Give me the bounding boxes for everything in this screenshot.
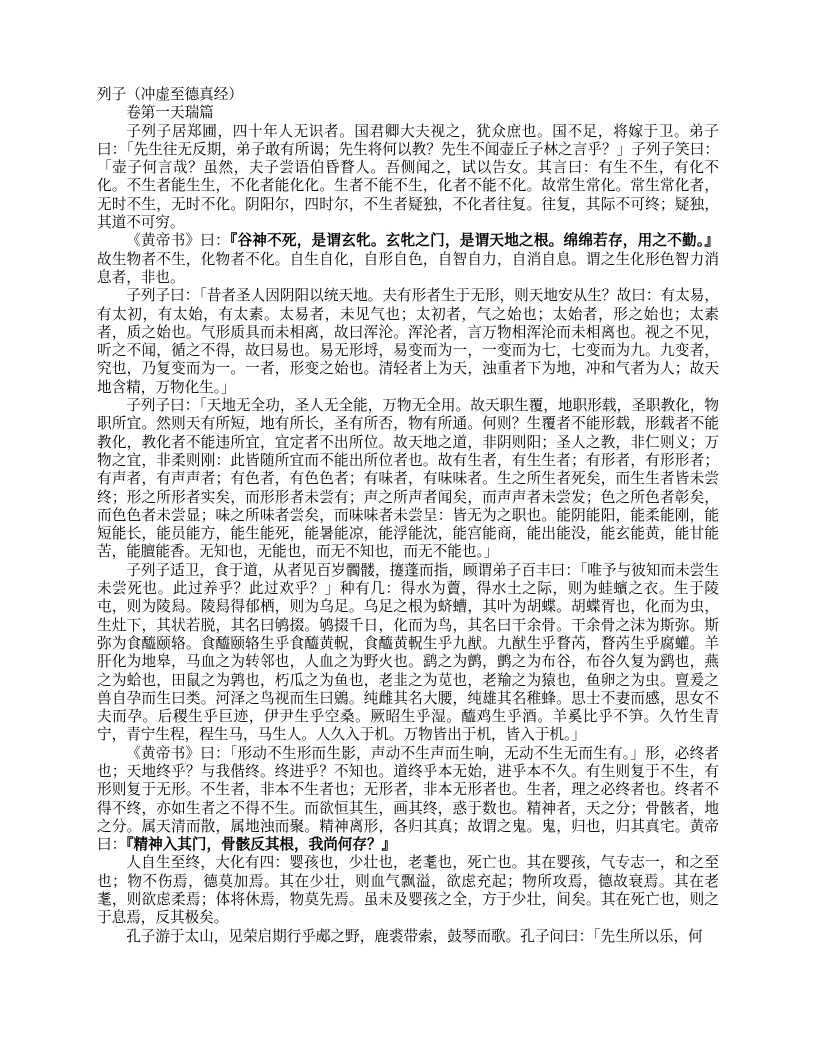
paragraph-text: 故生物者不生，化物者不化。自生自化，自形自色，自智自力，自消自息。谓之生化形色智力消息者，非也。 [97, 251, 719, 286]
paragraph [97, 123, 719, 233]
paragraph [97, 745, 719, 855]
paragraph [97, 562, 719, 745]
paragraph [97, 232, 719, 287]
paragraph-text: 子列子居郑圃，四十年人无识者。国君卿大夫视之，犹众庶也。国不足，将嫁于卫。弟子曰：「先生往无反期，弟子敢有所谒；先生将何以教？先生不闻壶丘子林之言乎？」子列子笑曰：「壶子何言哉？虽然，夫子尝语伯昏瞀人。吾侧闻之，试以告女。其言曰：有生不生，有化不化。不生者能生生，不化者能化化。生者不能不生，化者不能不化。故常生常化。常生常化者，无时不生，无时不化。阴阳尔，四时尔，不生者疑独，不化者往复。往复，其际不可终；疑独，其道不可穷。 [97, 123, 719, 232]
paragraph-text: 子列子适卫，食于道，从者见百岁髑髅，攓蓬而指，顾谓弟子百丰曰：「唯予与彼知而未尝生未尝死也。此过养乎？此过欢乎？」种有几：得水为藚，得水土之际，则为蛙蠙之衣。生于陵屯，则为陵舄。陵舄得郁栖，则为乌足。乌足之根为蛴螬，其叶为胡蝶。胡蝶胥也，化而为虫，生灶下，其状若脱，其名曰鸲掇。鸲掇千日，化而为鸟，其名曰干余骨。干余骨之沫为斯弥。斯弥为食醯颐辂。食醯颐辂生乎食醯黄軦，食醯黄軦生乎九猷。九猷生乎瞀芮，瞀芮生乎腐蠸。羊肝化为地皋，马血之为转邻也，人血之为野火也。鹞之为鹯，鹯之为布谷，布谷久复为鹞也，燕之为蛤也，田鼠之为鹑也，朽瓜之为鱼也，老韭之为苋也，老羭之为猿也，鱼卵之为虫。亶爰之兽自孕而生曰类。河泽之鸟视而生曰鶂。纯雌其名大腰，纯雄其名稚蜂。思士不妻而感，思女不夫而孕。后稷生乎巨迹，伊尹生乎空桑。厥昭生乎湿。醯鸡生乎酒。羊奚比乎不笋。久竹生青宁，青宁生程，程生马，马生人。人久入于机。万物皆出于机，皆入于机。」 [97, 562, 719, 744]
document-content [97, 86, 719, 946]
chapter-heading: 卷第一天瑞篇 [126, 105, 214, 122]
document-body [97, 123, 719, 946]
paragraph-text: 孔子游于太山，见荣启期行乎郕之野，鹿裘带索，鼓琴而歌。孔子问曰：「先生所以乐，何 [126, 928, 703, 945]
paragraph [97, 854, 719, 927]
paragraph-text: 子列子曰：「天地无全功，圣人无全能，万物无全用。故天职生覆，地职形载，圣职教化，物职所宜。然则天有所短，地有所长，圣有所否，物有所通。何则？生覆者不能形载，形载者不能教化，教化者不能违所宜，宜定者不出所位。故天地之道，非阴则阳；圣人之教，非仁则义；万物之宜，非柔则刚：此皆随所宜而不能出所位者也。故有生者，有生生者；有形者，有形形者；有声者，有声声者；有色者，有色色者；有味者，有味味者。生之所生者死矣，而生生者皆未尝终；形之所形者实矣，而形形者未尝有；声之所声者闻矣，而声声者未尝发；色之所色者彰矣，而色色者未尝显；味之所味者尝矣，而味味者未尝呈：皆无为之职也。能阴能阳，能柔能刚，能短能长，能员能方，能生能死，能暑能凉，能浮能沈，能宫能商，能出能没，能玄能黄，能甘能苦，能膻能香。无知也，无能也，而无不知也，而无不能也。」 [97, 398, 719, 561]
paragraph [97, 928, 719, 946]
quoted-bold-text: 『精神入其门，骨骸反其根，我尚何存？』 [126, 837, 397, 854]
paragraph [97, 397, 719, 562]
document-title: 列子（冲虚至德真经） [97, 87, 243, 103]
paragraph [97, 287, 719, 397]
paragraph-text: 子列子曰：「昔者圣人因阴阳以统天地。夫有形者生于无形，则天地安从生？故曰：有太易，有太初，有太始，有太素。太易者，未见气也；太初者，气之始也；太始者，形之始也；太素者，质之始也。气形质具而未相离，故曰浑沦。浑沦者，言万物相浑沦而未相离也。视之不见，听之不闻，循之不得，故曰易也。易无形埒，易变而为一，一变而为七，七变而为九。九变者，究也，乃复变而为一。一者，形变之始也。清轻者上为天，浊重者下为地，冲和气者为人；故天地含精，万物化生。」 [97, 288, 719, 396]
quoted-bold-text: 『谷神不死，是谓玄牝。玄牝之门，是谓天地之根。绵绵若存，用之不勤。』 [229, 233, 719, 250]
paragraph-text: 《黄帝书》曰：「形动不生形而生影，声动不生声而生响，无动不生无而生有。」形，必终者也；天地终乎？与我偕终。终进乎？不知也。道终乎本无始，进乎本不久。有生则复于不生，有形则复于无形。不生者，非本不生者也；无形者，非本无形者也。生者，理之必终者也。终者不得不终，亦如生者之不得不生。而欲恒其生，画其终，惑于数也。精神者，天之分；骨骸者，地之分。属天清而散，属地浊而聚。精神离形，各归其真；故谓之鬼。鬼，归也，归其真宅。黄帝曰： [97, 745, 719, 854]
paragraph-text: 《黄帝书》曰： [126, 233, 230, 250]
paragraph-text: 人自生至终，大化有四：婴孩也，少壮也，老耄也，死亡也。其在婴孩，气专志一，和之至也；物不伤焉，德莫加焉。其在少壮，则血气飘溢，欲虑充起；物所攻焉，德故衰焉。其在老耄，则欲虑柔焉；体将休焉，物莫先焉。虽未及婴孩之全，方于少壮，间矣。其在死亡也，则之于息焉，反其极矣。 [97, 855, 719, 927]
